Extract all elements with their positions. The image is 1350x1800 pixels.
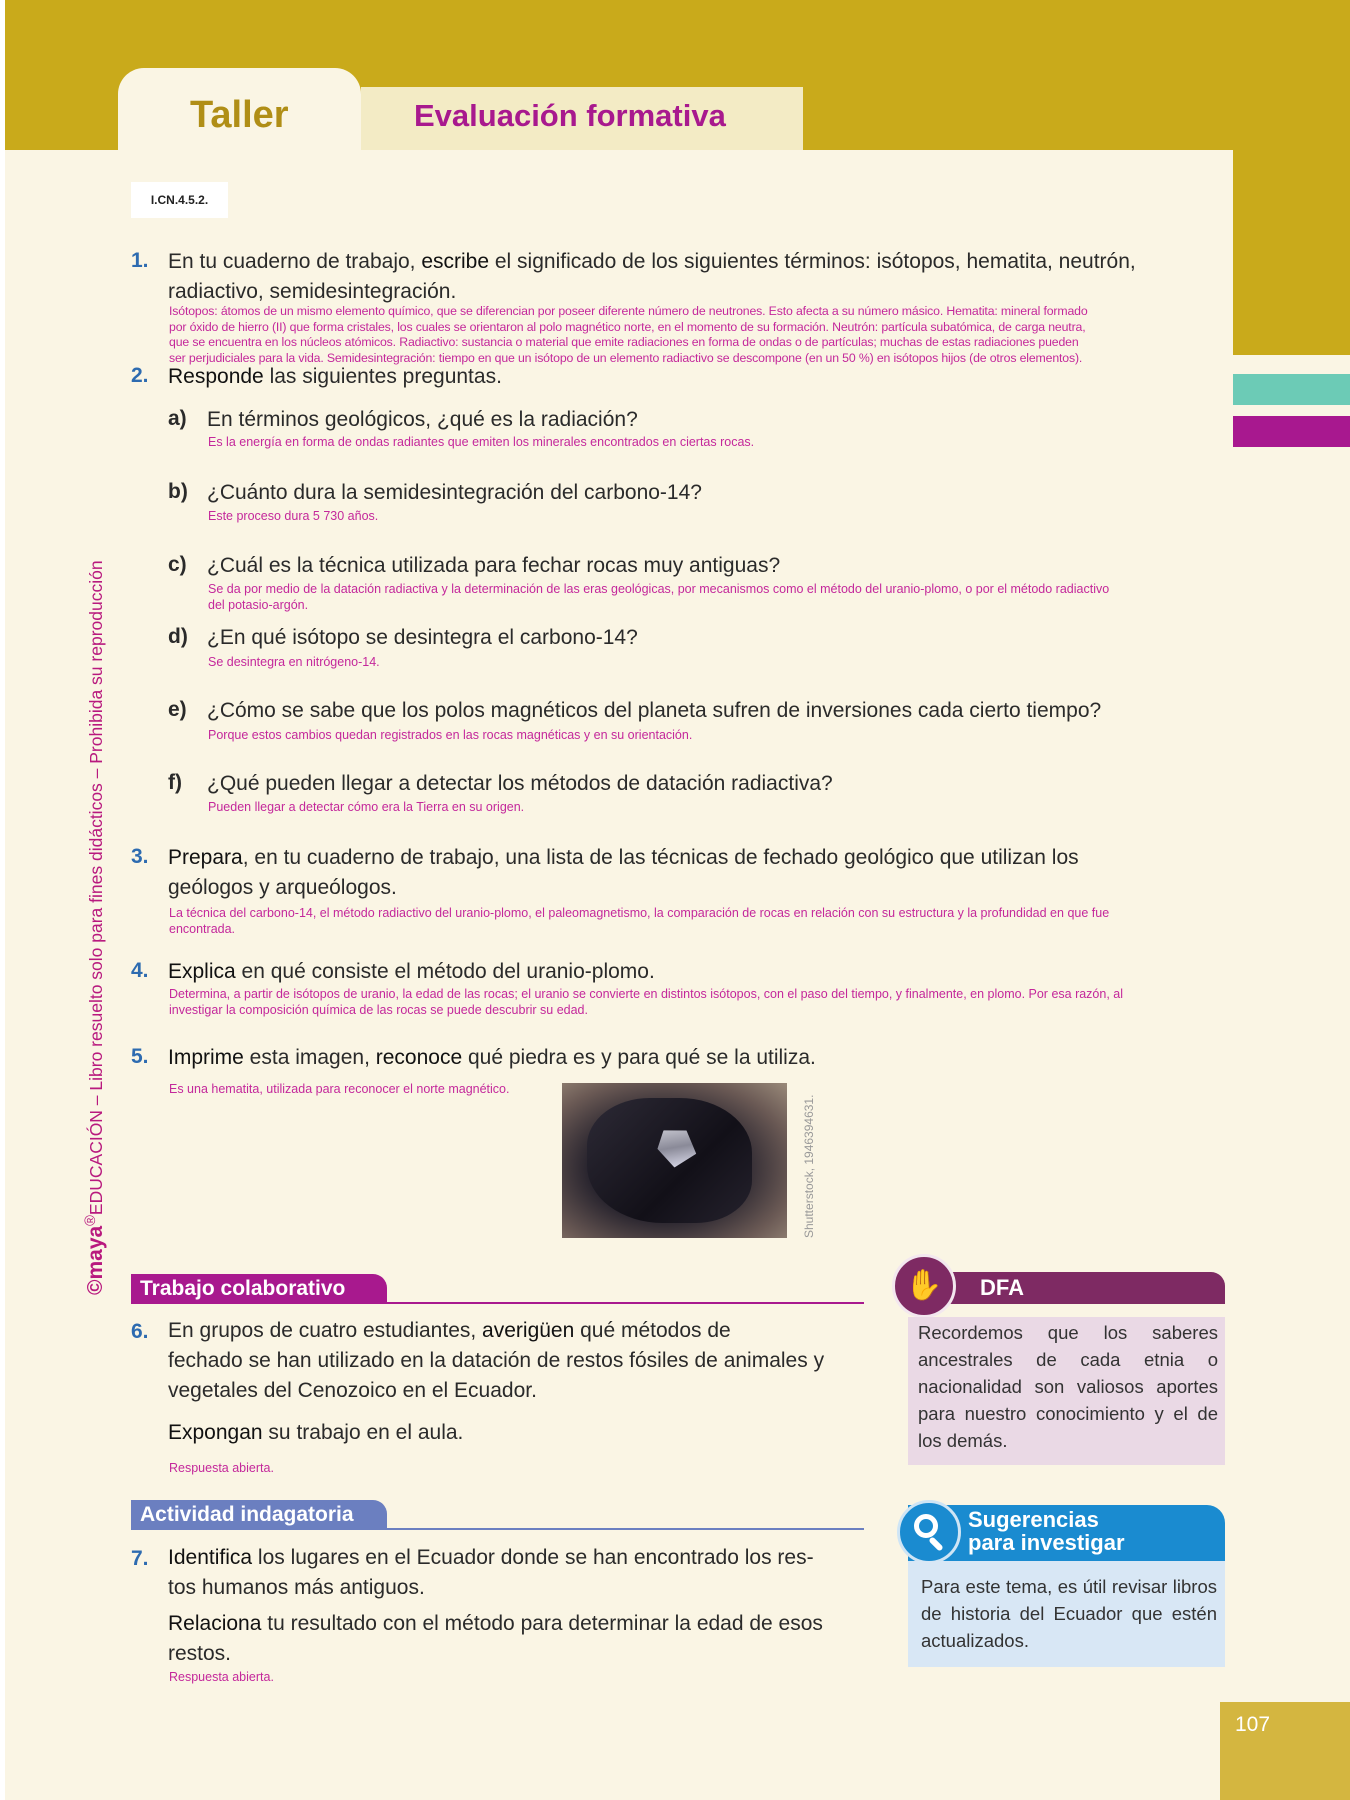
magnifier-icon [897,1500,961,1564]
q7-text: Identifica los lugares en el Ecuador donde se han encontrado los res- tos humanos más antiguos. [168,1546,814,1599]
tab-evaluacion: Evaluación formativa [361,87,803,150]
q2a-letter: a) [168,407,187,430]
collab-title: Trabajo colaborativo [131,1274,387,1304]
q2e-answer: Porque estos cambios quedan registrados en las rocas magnéticas y en su orientación. [208,728,693,742]
q4-answer: Determina, a partir de isótopos de uranio, la edad de las rocas; el uranio se convierte en distintos isótopos, con el paso del tiempo, y finalmente, en plomo. Por esa razón, al investigar la composición química de las rocas se puede descubrir su edad. [169,987,1124,1017]
page-number: 107 [1235,1713,1271,1736]
q2f-letter: f) [168,771,182,794]
q7-answer: Respuesta abierta. [169,1670,274,1684]
sug-text: Para este tema, es útil revisar libros de historia del Ecuador que estén actualizados. [921,1576,1217,1651]
tab-taller: Taller [118,68,361,158]
q4-text: Explica en qué consiste el método del uranio-plomo. [168,960,655,983]
dfa-text: Recordemos que los saberes ancestrales de cada etnia o nacionalidad son valiosos aportes para nuestro conocimiento y el de los demás. [918,1322,1218,1451]
q2c-letter: c) [168,553,187,576]
teal-marker [1233,374,1350,405]
q6-answer: Respuesta abierta. [169,1461,274,1475]
q2e-letter: e) [168,698,187,721]
q7-text2: Relaciona tu resultado con el método para determinar la edad de esos restos. [168,1612,823,1665]
q2d-letter: d) [168,625,188,648]
q1-text: En tu cuaderno de trabajo, escribe el significado de los siguientes términos: isótopos, hematita, neutrón, radiactivo, semidesintegración. [168,250,1136,303]
q6-text: En grupos de cuatro estudiantes, averigüen qué métodos de fechado se han utilizado en la datación de restos fósiles de animales y vegetales del Cenozoico en el Ecuador. [168,1319,825,1402]
indag-title: Actividad indagatoria [131,1500,387,1530]
q3-number: 3. [131,845,149,868]
sug-title: Sugerencias para investigar [968,1507,1125,1555]
side-copyright: ©maya®EDUCACIÓN – Libro resuelto solo para fines didácticos – Prohibida su reproducción [83,560,107,1295]
q2a-question: En términos geológicos, ¿qué es la radiación? [207,408,638,431]
q3-answer: La técnica del carbono-14, el método radiactivo del uranio-plomo, el paleomagnetismo, la comparación de rocas en relación con su estructura y la profundidad en que fue encontrada. [169,906,1110,936]
q3-text: Prepara, en tu cuaderno de trabajo, una lista de las técnicas de fechado geológico que utilizan los geólogos y arqueólogos. [168,846,1079,899]
q2d-question: ¿En qué isótopo se desintegra el carbono-14? [207,626,638,649]
magenta-marker [1233,416,1350,447]
q4-number: 4. [131,959,149,982]
hematite-photo [562,1083,787,1238]
q2c-answer: Se da por medio de la datación radiactiva y la determinación de las eras geológicas, por mecanismos como el método del uranio-plomo, o por el método radiactivo del potasio-argón. [208,582,1110,612]
q2-number: 2. [131,364,149,387]
q2a-answer: Es la energía en forma de ondas radiantes que emiten los minerales encontrados en ciertas rocas. [208,435,755,449]
q2c-question: ¿Cuál es la técnica utilizada para fechar rocas muy antiguas? [207,554,781,577]
q2b-question: ¿Cuánto dura la semidesintegración del carbono-14? [207,481,702,504]
q1-number: 1. [131,249,149,272]
q2e-question: ¿Cómo se sabe que los polos magnéticos del planeta sufren de inversiones cada cierto tiempo? [207,699,1102,722]
dfa-title: DFA [980,1275,1024,1300]
indicator-code: I.CN.4.5.2. [131,182,228,218]
q2b-answer: Este proceso dura 5 730 años. [208,509,379,523]
q2b-letter: b) [168,480,188,503]
photo-credit: Shutterstock, 1946394631. [802,1094,816,1238]
right-band [1233,0,1350,355]
textbook-page [5,0,1350,1800]
hands-icon: ✋ [892,1254,956,1318]
q5-number: 5. [131,1045,149,1068]
q2f-answer: Pueden llegar a detectar cómo era la Tierra en su origen. [208,800,525,814]
q2f-question: ¿Qué pueden llegar a detectar los métodos de datación radiactiva? [207,772,833,795]
q6-number: 6. [131,1320,149,1343]
q2-text: Responde las siguientes preguntas. [168,365,502,388]
q7-number: 7. [131,1547,149,1570]
q1-answer: Isótopos: átomos de un mismo elemento químico, que se diferencian por poseer diferente número de neutrones. Esto afecta a su número másico. Hematita: mineral formado por óxido de hierro (II) que forma cristales, los cuales se orientaron al polo magnético norte, en el momento de su formación. Neutrón: partícula subatómica, de carga neutra, que se encuentra en los núcleos atómicos. Radiactivo: sustancia o material que emite radiaciones en forma de ondas o de partículas; muchas de estas radiaciones pueden ser perjudiciales para la vida. Semidesintegración: tiempo en que un isótopo de un elemento radiactivo se descompone (en un 50 %) en isótopos hijos (de otros elementos). [169,304,1088,365]
dfa-header [920,1272,1225,1304]
q2d-answer: Se desintegra en nitrógeno-14. [208,655,380,669]
q6-text2: Expongan su trabajo en el aula. [168,1421,464,1444]
q5-answer: Es una hematita, utilizada para reconocer el norte magnético. [169,1082,510,1096]
q5-text: Imprime esta imagen, reconoce qué piedra es y para qué se la utiliza. [168,1046,816,1069]
